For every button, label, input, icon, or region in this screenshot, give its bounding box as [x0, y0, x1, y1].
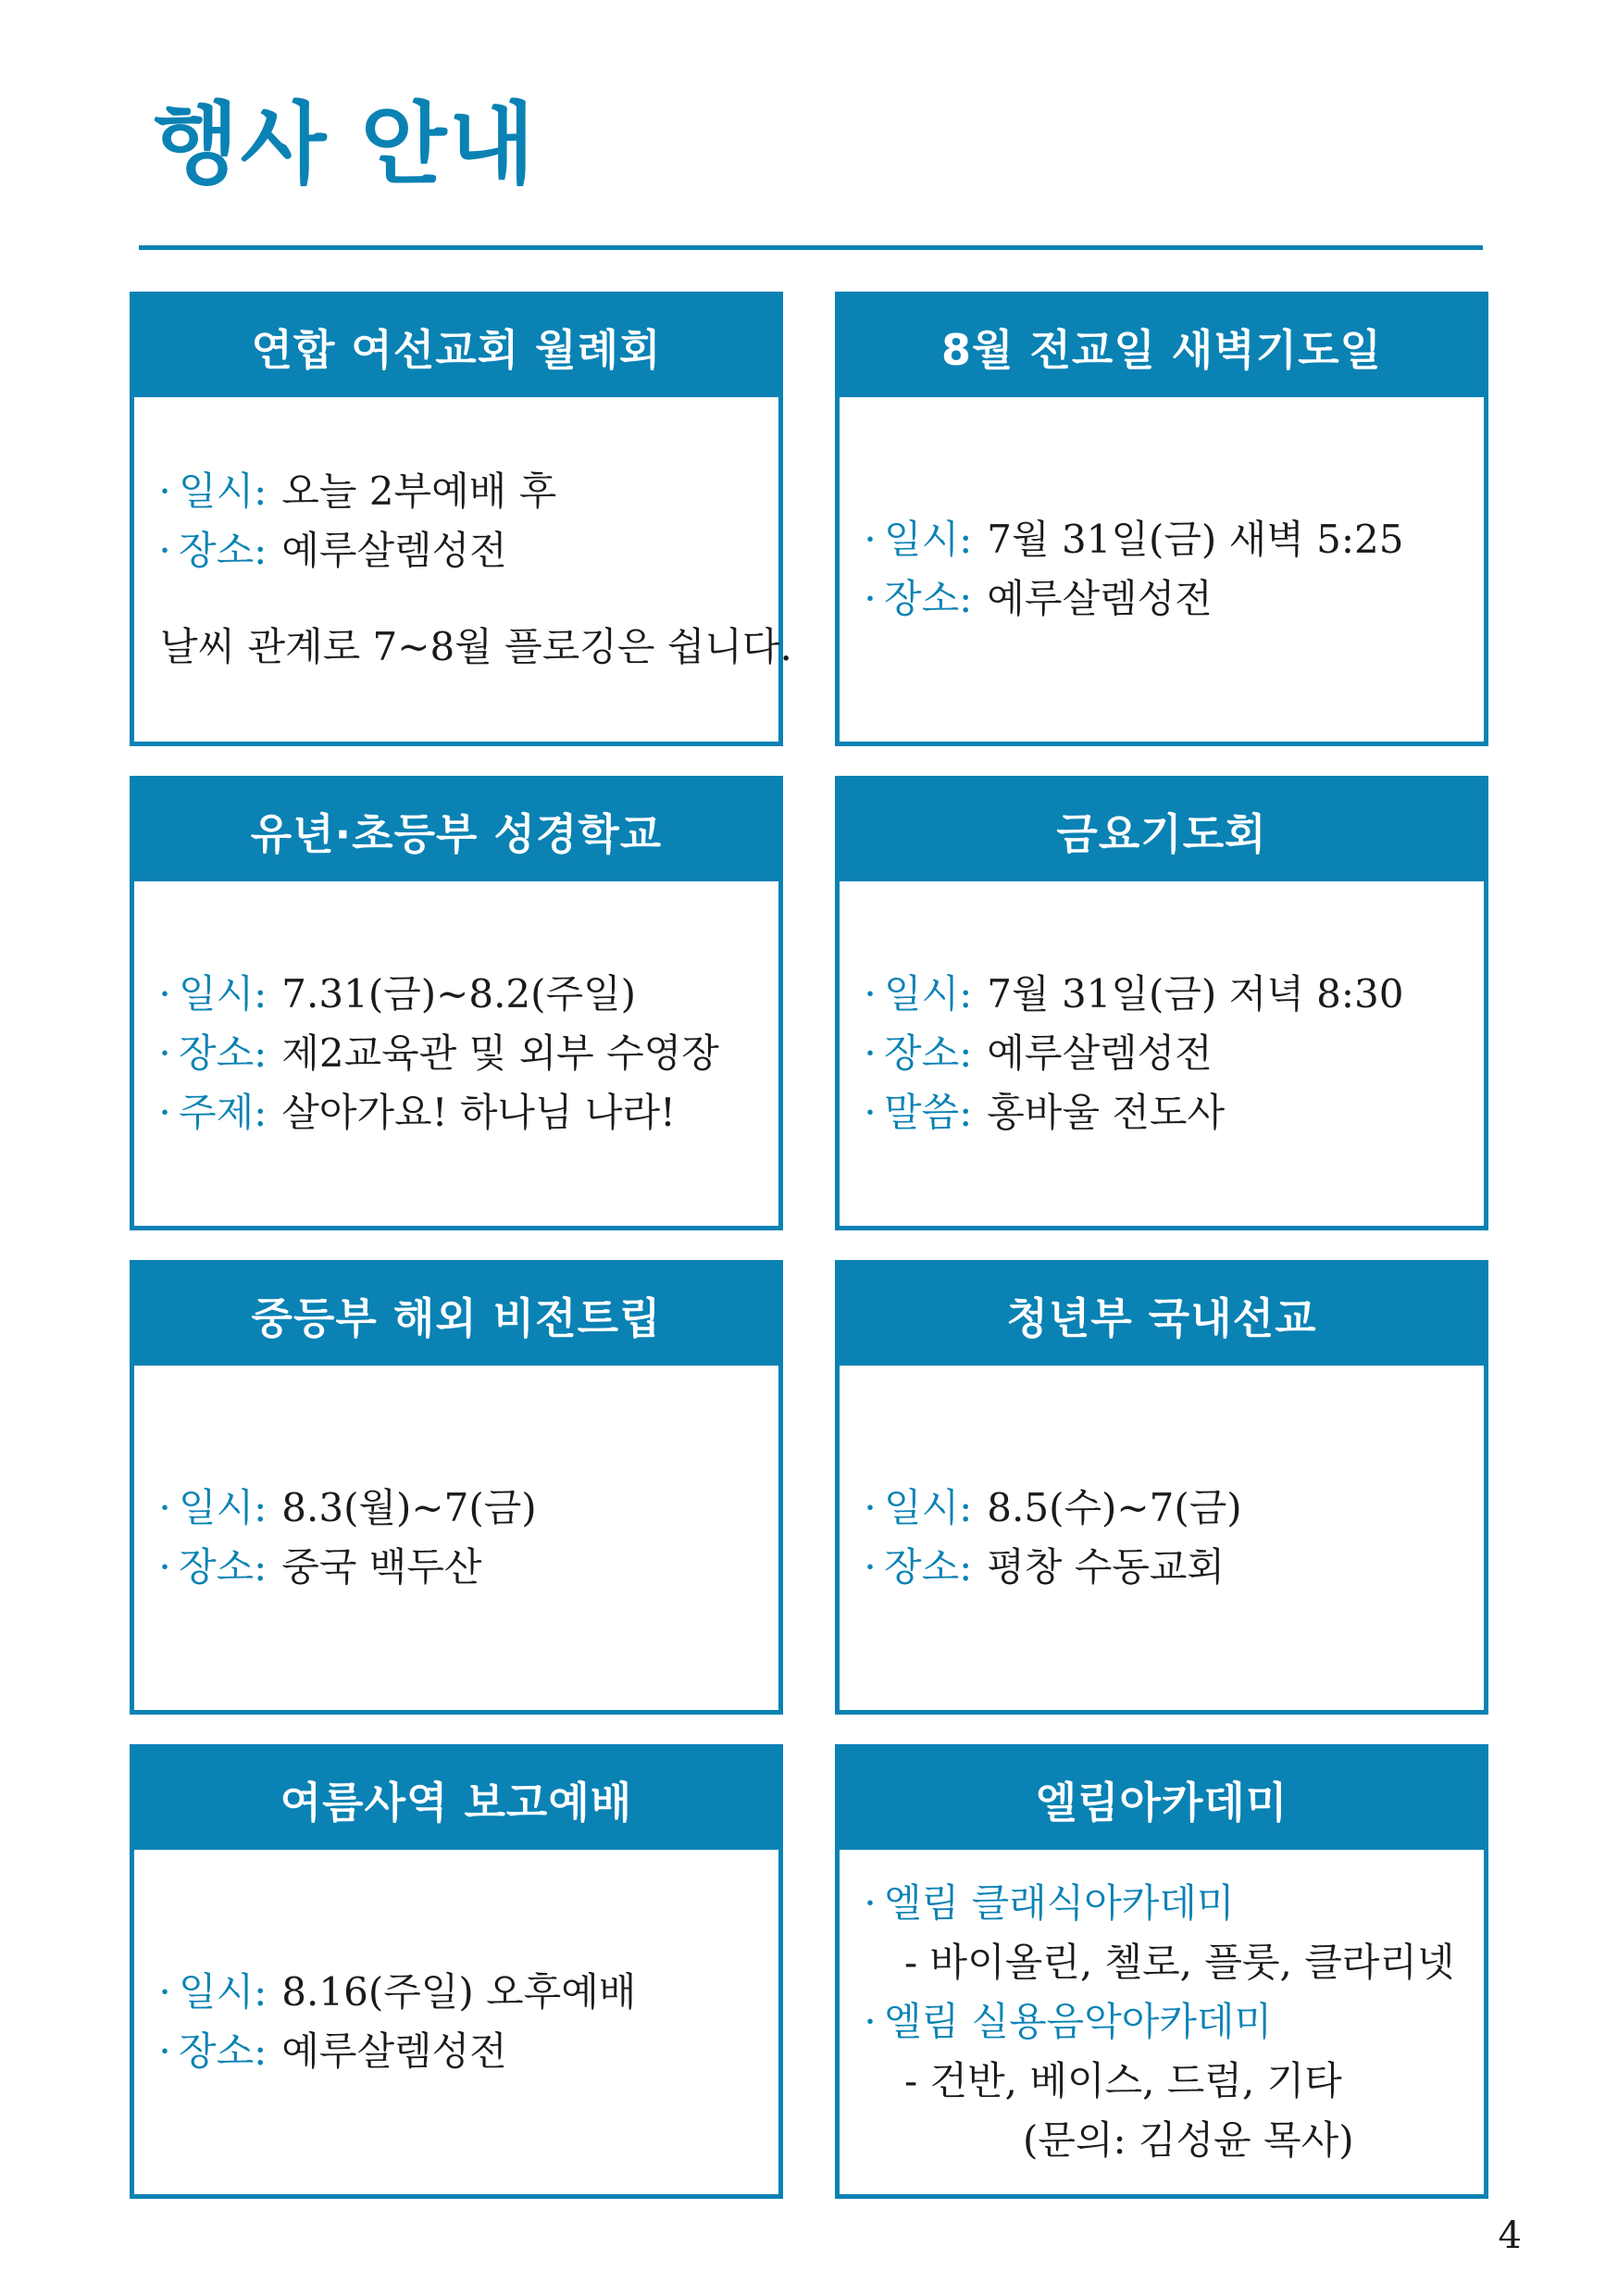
program-practical: · 엘림 실용음악아카데미: [856, 1992, 1467, 2052]
detail-row-place: · 장소: 예루살렘성전: [856, 1024, 1467, 1083]
bullet-icon: ·: [864, 576, 877, 621]
contact-info: (문의: 김성윤 목사): [1023, 2117, 1354, 2163]
card-vision-trip: [130, 1260, 783, 1715]
card-title: 유년·초등부 성경학교: [134, 780, 778, 881]
card-title: 중등부 해외 비전트립: [134, 1265, 778, 1366]
detail-row-place: · 장소: 예루살렘성전: [151, 2022, 762, 2081]
detail-row-place: · 장소: 제2교육관 및 외부 수영장: [151, 1024, 762, 1083]
card-friday-prayer: [835, 776, 1488, 1230]
bullet-icon: ·: [158, 528, 171, 573]
bullet-icon: ·: [158, 1030, 171, 1076]
card-body: [134, 1850, 778, 2194]
bullet-icon: ·: [158, 1485, 171, 1530]
detail-row-date: · 일시: 7월 31일(금) 저녁 8:30: [856, 965, 1467, 1024]
bullet-icon: ·: [864, 517, 877, 562]
bullet-icon: ·: [864, 1090, 877, 1135]
card-title: 8월 전교일 새벽기도일: [840, 296, 1484, 397]
bullet-icon: ·: [864, 971, 877, 1017]
card-summer-report: [130, 1744, 783, 2199]
detail-row-date: · 일시: 8.5(수)~7(금): [856, 1479, 1467, 1538]
card-domestic-mission: [835, 1260, 1488, 1715]
card-title: 금요기도회: [840, 780, 1484, 881]
page-title: 행사 안내: [153, 93, 537, 196]
card-body: [840, 1366, 1484, 1710]
card-bible-school: [130, 776, 783, 1230]
card-title: 엘림아카데미: [840, 1749, 1484, 1850]
program-detail: - 바이올린, 첼로, 플룻, 클라리넷: [904, 1940, 1455, 1985]
detail-row-theme: · 주제: 살아가요! 하나님 나라!: [151, 1083, 762, 1142]
card-note: 날씨 관계로 7~8월 플로깅은 쉽니다.: [160, 624, 792, 669]
card-title: 연합 여선교회 월례회: [134, 296, 778, 397]
bullet-icon: ·: [158, 1544, 171, 1590]
detail-row-place: · 장소: 중국 백두산: [151, 1538, 762, 1597]
bullet-icon: ·: [158, 1969, 171, 2015]
card-body: [134, 1366, 778, 1710]
bullet-icon: ·: [158, 1090, 171, 1135]
detail-row-date: · 일시: 오늘 2부예배 후: [151, 462, 762, 521]
detail-row-date: · 일시: 8.16(주일) 오후예배: [151, 1963, 762, 2022]
title-divider: [139, 245, 1483, 250]
bullet-icon: ·: [864, 1999, 877, 2044]
card-body: [134, 881, 778, 1226]
detail-row-place: · 장소: 평창 수동교회: [856, 1538, 1467, 1597]
card-body: [134, 397, 792, 742]
detail-row-date: · 일시: 8.3(월)~7(금): [151, 1479, 762, 1538]
bullet-icon: ·: [864, 1544, 877, 1590]
card-title: 여름사역 보고예배: [134, 1749, 778, 1850]
card-dawn-prayer: [835, 292, 1488, 746]
card-body: [840, 881, 1484, 1226]
detail-row-date: · 일시: 7월 31일(금) 새벽 5:25: [856, 510, 1467, 569]
bullet-icon: ·: [158, 971, 171, 1017]
bullet-icon: ·: [864, 1030, 877, 1076]
detail-row-place: · 장소: 예루살렘성전: [856, 569, 1467, 629]
card-body: [840, 397, 1484, 742]
bullet-icon: ·: [864, 1485, 877, 1530]
card-title: 청년부 국내선교: [840, 1265, 1484, 1366]
page-number: 4: [1498, 2215, 1522, 2257]
detail-row-place: · 장소: 예루살렘성전: [151, 521, 762, 580]
program-classical: · 엘림 클래식아카데미: [856, 1874, 1467, 1933]
bullet-icon: ·: [158, 468, 171, 514]
card-elim-academy: [835, 1744, 1488, 2199]
program-detail: - 건반, 베이스, 드럼, 기타: [904, 2058, 1342, 2103]
bullet-icon: ·: [864, 1880, 877, 1926]
bullet-icon: ·: [158, 2028, 171, 2074]
detail-row-date: · 일시: 7.31(금)~8.2(주일): [151, 965, 762, 1024]
detail-row-sermon: · 말씀: 홍바울 전도사: [856, 1083, 1467, 1142]
card-women-mission-meeting: [130, 292, 792, 746]
card-body: [840, 1850, 1484, 2194]
